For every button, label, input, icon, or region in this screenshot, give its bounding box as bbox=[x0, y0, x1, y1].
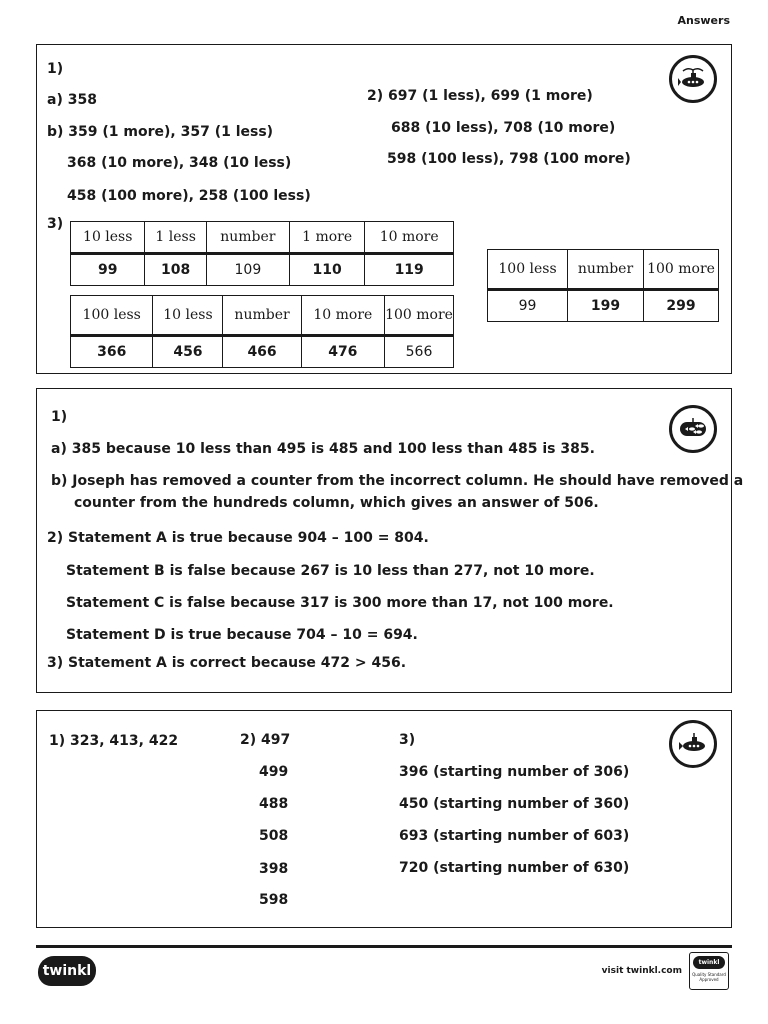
answer-1b-line2: 368 (10 more), 348 (10 less) bbox=[67, 155, 292, 171]
q3-label: 3) bbox=[47, 216, 64, 232]
table-header-cell: 10 more bbox=[365, 222, 454, 254]
answers-section-1 bbox=[36, 44, 732, 374]
statement-c: Statement C is false because 317 is 300 more than 17, not 100 more. bbox=[66, 595, 614, 611]
statement-b: Statement B is false because 267 is 10 less than 277, not 10 more. bbox=[66, 563, 595, 579]
table-header-cell: 1 less bbox=[145, 222, 206, 254]
answer-2-line1: 2) 697 (1 less), 699 (1 more) bbox=[367, 88, 593, 104]
answer-1b-line1: b) Joseph has removed a counter from the incorrect column. He should have removed a bbox=[51, 473, 744, 489]
answer-3-label: 3) bbox=[399, 732, 416, 748]
table-value-cell: 99 bbox=[71, 254, 145, 286]
table-header-cell: number bbox=[223, 296, 301, 336]
answer-2-item: 398 bbox=[259, 861, 289, 877]
table-hundreds bbox=[487, 249, 719, 322]
table-value-cell: 466 bbox=[223, 336, 301, 368]
answers-section-3 bbox=[36, 710, 732, 928]
answer-2-line2: 688 (10 less), 708 (10 more) bbox=[391, 120, 616, 136]
table-header-cell: 1 more bbox=[289, 222, 364, 254]
answer-1b-line1: b) 359 (1 more), 357 (1 less) bbox=[47, 124, 274, 140]
answer-3-item: 450 (starting number of 360) bbox=[399, 796, 630, 812]
seal-text: Quality Standard Approved bbox=[692, 972, 726, 982]
table-tens-ones bbox=[70, 221, 454, 286]
table-value-cell: 566 bbox=[385, 336, 454, 368]
q1-label: 1) bbox=[47, 61, 64, 77]
quality-seal-icon bbox=[689, 952, 729, 990]
statement-d: Statement D is true because 704 – 10 = 694. bbox=[66, 627, 418, 643]
table-value-cell: 456 bbox=[153, 336, 223, 368]
answer-1: 1) 323, 413, 422 bbox=[49, 733, 179, 749]
table-value-cell: 99 bbox=[488, 290, 568, 322]
table-hundreds-tens bbox=[70, 295, 454, 368]
table-value-cell: 299 bbox=[644, 290, 719, 322]
table-header-cell: 10 more bbox=[301, 296, 384, 336]
answer-3-item: 720 (starting number of 630) bbox=[399, 860, 630, 876]
answer-2-label: 2) 497 bbox=[240, 732, 291, 748]
submarine-fish-badge-icon bbox=[669, 405, 717, 453]
answer-2-item: 508 bbox=[259, 828, 289, 844]
table-header-cell: number bbox=[568, 250, 644, 290]
table-header-cell: 100 more bbox=[385, 296, 454, 336]
answer-2-item: 499 bbox=[259, 764, 289, 780]
answer-3: 3) Statement A is correct because 472 > 456. bbox=[47, 655, 407, 671]
answer-2-item: 488 bbox=[259, 796, 289, 812]
table-value-cell: 366 bbox=[71, 336, 153, 368]
table-value-cell: 119 bbox=[365, 254, 454, 286]
answer-1b-line2: counter from the hundreds column, which gives an answer of 506. bbox=[74, 495, 599, 511]
answer-2-item: 598 bbox=[259, 892, 289, 908]
table-header-cell: 100 less bbox=[488, 250, 568, 290]
answer-3-item: 396 (starting number of 306) bbox=[399, 764, 630, 780]
answers-header: Answers bbox=[677, 14, 730, 27]
q1-label: 1) bbox=[51, 409, 68, 425]
answer-1b-line3: 458 (100 more), 258 (100 less) bbox=[67, 188, 311, 204]
table-value-cell: 110 bbox=[289, 254, 364, 286]
visit-link[interactable]: visit twinkl.com bbox=[601, 966, 682, 976]
table-header-cell: 100 less bbox=[71, 296, 153, 336]
answer-3-item: 693 (starting number of 603) bbox=[399, 828, 630, 844]
table-value-cell: 476 bbox=[301, 336, 384, 368]
submarine-badge-icon bbox=[669, 55, 717, 103]
answer-1a: a) 385 because 10 less than 495 is 485 and 100 less than 485 is 385. bbox=[51, 441, 595, 457]
statement-a: 2) Statement A is true because 904 – 100 = 804. bbox=[47, 530, 429, 546]
answer-1a: a) 358 bbox=[47, 92, 97, 108]
seal-logo: twinkl bbox=[693, 956, 725, 969]
table-header-cell: 100 more bbox=[644, 250, 719, 290]
table-value-cell: 108 bbox=[145, 254, 206, 286]
answers-section-2 bbox=[36, 388, 744, 693]
submarine-badge-icon bbox=[669, 720, 717, 768]
table-value-cell: 199 bbox=[568, 290, 644, 322]
table-header-cell: number bbox=[206, 222, 289, 254]
table-header-cell: 10 less bbox=[71, 222, 145, 254]
answer-2-line3: 598 (100 less), 798 (100 more) bbox=[387, 151, 631, 167]
footer-divider bbox=[36, 945, 732, 948]
twinkl-logo: twinkl bbox=[38, 956, 96, 986]
table-value-cell: 109 bbox=[206, 254, 289, 286]
table-header-cell: 10 less bbox=[153, 296, 223, 336]
